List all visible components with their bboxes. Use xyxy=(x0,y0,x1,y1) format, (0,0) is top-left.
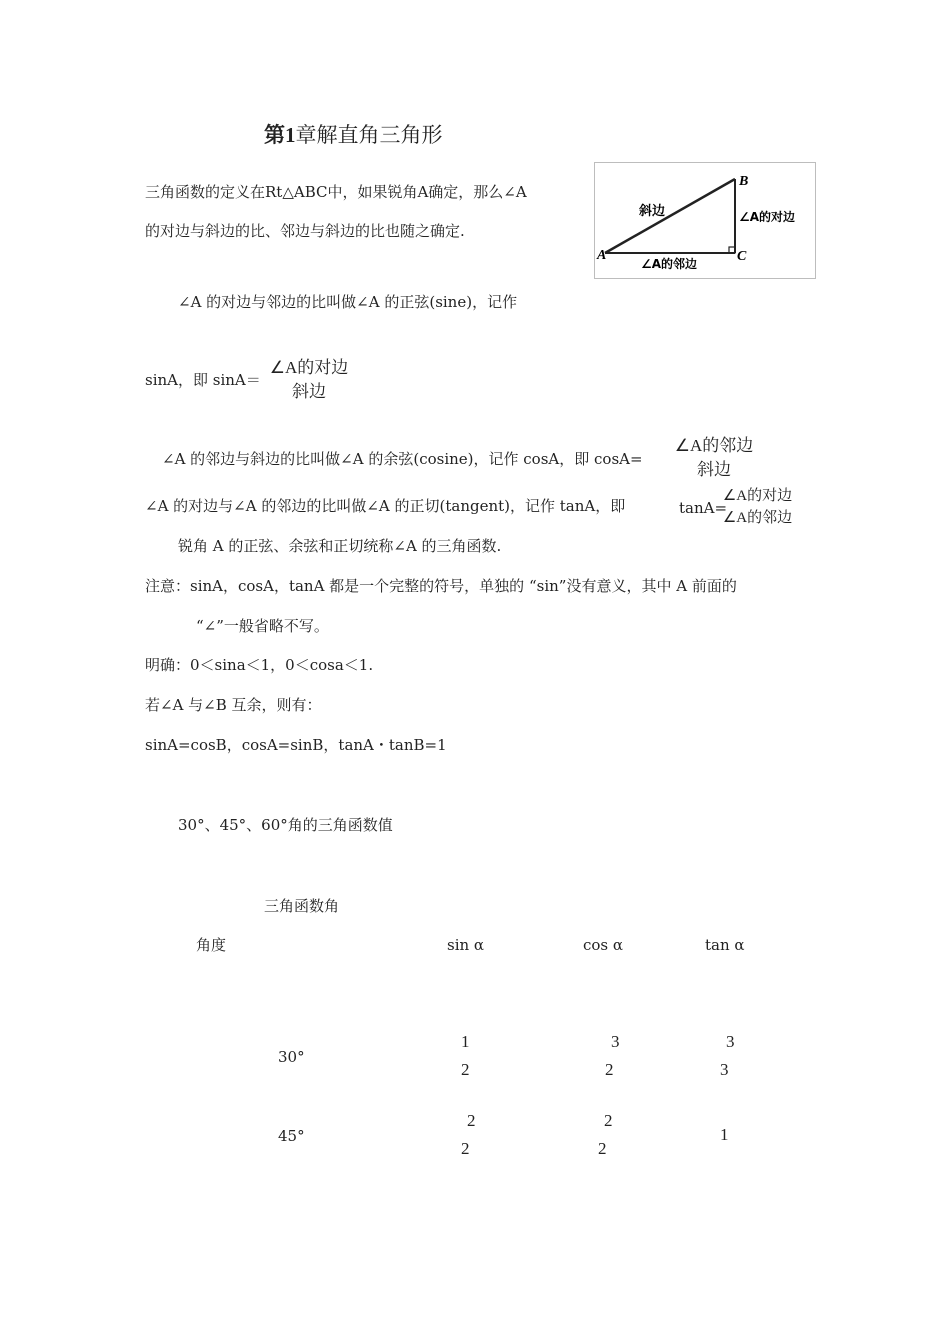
table-caption: 三角函数角 xyxy=(264,897,340,915)
tan30-denominator: 3 xyxy=(720,1060,729,1079)
table-header-cos: cos α xyxy=(583,936,624,954)
table-header-tan: tan α xyxy=(705,936,745,954)
triangle-diagram xyxy=(595,163,815,278)
hypotenuse-label: 斜边 xyxy=(639,204,666,219)
tangent-formula-lead: tanA= xyxy=(679,499,728,517)
sin30-denominator: 2 xyxy=(461,1060,470,1079)
sin30-numerator: 1 xyxy=(461,1032,470,1051)
note-line-1: 注意：sinA，cosA，tanA 都是一个完整的符号，单独的 “sin”没有意义，其中 A 前面的 xyxy=(145,577,737,595)
cos45-denominator: 2 xyxy=(598,1139,607,1158)
cosine-denominator: 斜边 xyxy=(697,460,731,479)
table-row-angle: 30° xyxy=(278,1048,305,1066)
adjacent-label: ∠A的邻边 xyxy=(641,257,698,271)
tangent-fraction xyxy=(720,485,795,529)
cos45-numerator: 2 xyxy=(604,1111,613,1130)
cosine-definition: ∠A 的邻边与斜边的比叫做∠A 的余弦(cosine)，记作 cosA，即 cosA= xyxy=(162,450,643,468)
sine-formula-lead: sinA，即 sinA＝ xyxy=(145,371,261,389)
vertex-a-label: A xyxy=(597,248,607,263)
summary-text: 锐角 A 的正弦、余弦和正切统称∠A 的三角函数. xyxy=(178,537,502,555)
identity-text: sinA=cosB，cosA=sinB，tanA・tanB=1 xyxy=(145,736,447,754)
intro-line-1: 三角函数的定义在Rt△ABC中，如果锐角A确定，那么∠A xyxy=(145,183,527,201)
note-line-2: “∠”一般省略不写。 xyxy=(196,617,329,635)
values-heading: 30°、45°、60°角的三角函数值 xyxy=(178,816,393,834)
cos30-denominator: 2 xyxy=(605,1060,614,1079)
sine-numerator: ∠A的对边 xyxy=(269,358,349,377)
tan45-value: 1 xyxy=(720,1125,729,1144)
sine-definition: ∠A 的对边与邻边的比叫做∠A 的正弦(sine)，记作 xyxy=(178,293,518,311)
vertex-b-label: B xyxy=(739,174,749,189)
tangent-definition: ∠A 的对边与∠A 的邻边的比叫做∠A 的正切(tangent)，记作 tanA，即 xyxy=(145,497,626,515)
table-header-sin: sin α xyxy=(447,936,485,954)
table-header-angle: 角度 xyxy=(196,936,227,954)
sin45-numerator: 2 xyxy=(467,1111,476,1130)
cos30-numerator: 3 xyxy=(611,1032,620,1051)
table-row-angle: 45° xyxy=(278,1127,305,1145)
hypotenuse-line xyxy=(605,179,735,253)
tangent-denominator: ∠A的邻边 xyxy=(722,510,793,526)
page-title: 第1章解直角三角形 xyxy=(264,123,443,147)
vertex-c-label: C xyxy=(737,249,747,264)
right-triangle-figure xyxy=(594,162,816,279)
tan30-numerator: 3 xyxy=(726,1032,735,1051)
cosine-numerator: ∠A的邻边 xyxy=(674,436,754,455)
clarify-text: 明确：0＜sina＜1，0＜cosa＜1. xyxy=(145,656,374,674)
tangent-numerator: ∠A的对边 xyxy=(722,488,793,504)
sine-fraction xyxy=(268,356,350,404)
sine-denominator: 斜边 xyxy=(292,382,326,401)
opposite-label: ∠A的对边 xyxy=(739,210,796,224)
cosine-fraction xyxy=(673,434,755,482)
sin45-denominator: 2 xyxy=(461,1139,470,1158)
intro-line-2: 的对边与斜边的比、邻边与斜边的比也随之确定. xyxy=(145,222,465,240)
complement-text: 若∠A 与∠B 互余，则有： xyxy=(145,696,322,714)
